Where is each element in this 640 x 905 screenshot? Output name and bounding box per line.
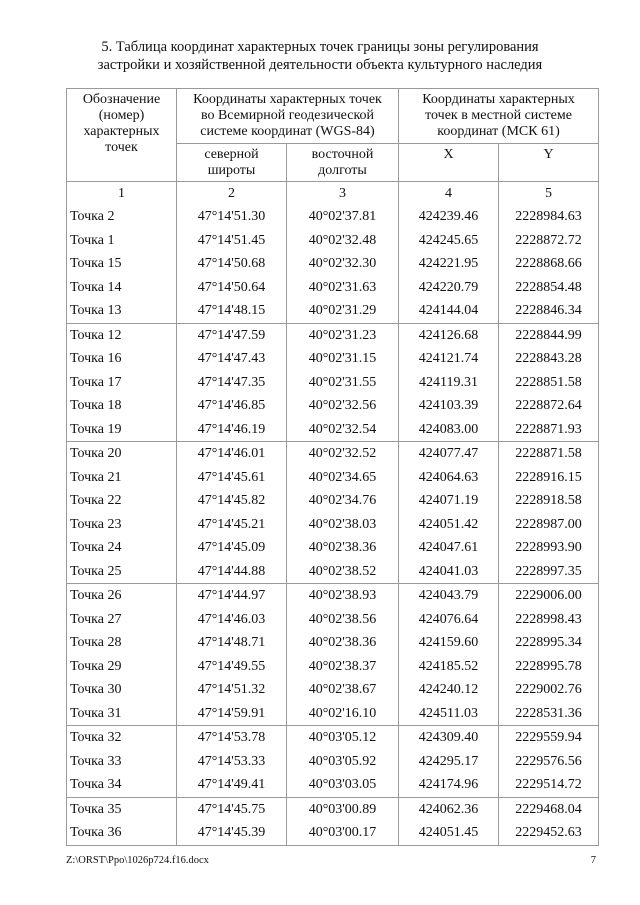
table-row [67,513,599,537]
north-latitude: 47°14'50.68 [177,252,287,276]
x-coordinate: 424047.61 [399,536,499,560]
point-name: Точка 14 [67,276,177,300]
table-row [67,418,599,442]
point-name: Точка 1 [67,229,177,253]
point-name: Точка 21 [67,466,177,490]
y-coordinate: 2228854.48 [499,276,599,300]
table-row [67,702,599,726]
x-coordinate: 424077.47 [399,442,499,466]
y-coordinate: 2228998.43 [499,608,599,632]
point-name: Точка 31 [67,702,177,726]
x-coordinate: 424185.52 [399,655,499,679]
table-row [67,536,599,560]
point-name: Точка 13 [67,299,177,323]
point-name: Точка 15 [67,252,177,276]
north-latitude: 47°14'47.43 [177,347,287,371]
y-coordinate: 2228868.66 [499,252,599,276]
column-number: 2 [177,182,287,206]
table-row [67,489,599,513]
north-latitude: 47°14'45.61 [177,466,287,490]
table-row [67,323,599,347]
east-longitude: 40°02'31.23 [287,323,399,347]
east-longitude: 40°02'34.76 [287,489,399,513]
table-row [67,773,599,797]
point-name: Точка 17 [67,371,177,395]
east-longitude: 40°02'38.37 [287,655,399,679]
north-latitude: 47°14'48.71 [177,631,287,655]
east-longitude: 40°02'32.56 [287,394,399,418]
x-coordinate: 424051.45 [399,821,499,845]
east-longitude: 40°02'34.65 [287,466,399,490]
y-coordinate: 2228987.00 [499,513,599,537]
header-east-longitude: восточной долготы [287,144,399,182]
table-row [67,560,599,584]
north-latitude: 47°14'44.88 [177,560,287,584]
x-coordinate: 424220.79 [399,276,499,300]
table-row [67,347,599,371]
y-coordinate: 2228872.72 [499,229,599,253]
y-coordinate: 2228843.28 [499,347,599,371]
point-name: Точка 26 [67,584,177,608]
north-latitude: 47°14'48.15 [177,299,287,323]
table-row [67,584,599,608]
table-row [67,299,599,323]
table-title [40,38,600,74]
y-coordinate: 2228851.58 [499,371,599,395]
table-title-line-2: застройки и хозяйственной деятельности объекта культурного наследия [97,57,543,73]
y-coordinate: 2228846.34 [499,299,599,323]
east-longitude: 40°02'38.36 [287,536,399,560]
east-longitude: 40°02'38.93 [287,584,399,608]
north-latitude: 47°14'49.41 [177,773,287,797]
table-row [67,229,599,253]
north-latitude: 47°14'45.39 [177,821,287,845]
point-name: Точка 28 [67,631,177,655]
y-coordinate: 2229576.56 [499,750,599,774]
footer-page-number: 7 [590,855,596,866]
column-number: 3 [287,182,399,206]
y-coordinate: 2228995.78 [499,655,599,679]
header-y: Y [499,144,599,182]
east-longitude: 40°02'38.36 [287,631,399,655]
north-latitude: 47°14'53.78 [177,726,287,750]
north-latitude: 47°14'49.55 [177,655,287,679]
x-coordinate: 424051.42 [399,513,499,537]
header-wgs84: Координаты характерных точек во Всемирной геодезической системе координат (WGS-84) [177,89,399,144]
table-row [67,655,599,679]
x-coordinate: 424240.12 [399,678,499,702]
east-longitude: 40°02'38.52 [287,560,399,584]
table-row [67,394,599,418]
table-row [67,726,599,750]
x-coordinate: 424239.46 [399,205,499,229]
y-coordinate: 2229559.94 [499,726,599,750]
north-latitude: 47°14'45.82 [177,489,287,513]
column-number: 1 [67,182,177,206]
y-coordinate: 2228872.64 [499,394,599,418]
x-coordinate: 424309.40 [399,726,499,750]
x-coordinate: 424119.31 [399,371,499,395]
y-coordinate: 2229002.76 [499,678,599,702]
y-coordinate: 2229006.00 [499,584,599,608]
table-row [67,466,599,490]
table-title-line-1: 5. Таблица координат характерных точек границы зоны регулирования [101,39,539,55]
x-coordinate: 424062.36 [399,797,499,821]
north-latitude: 47°14'47.59 [177,323,287,347]
table-row [67,371,599,395]
x-coordinate: 424295.17 [399,750,499,774]
x-coordinate: 424076.64 [399,608,499,632]
point-name: Точка 35 [67,797,177,821]
x-coordinate: 424083.00 [399,418,499,442]
y-coordinate: 2228871.58 [499,442,599,466]
table-row [67,797,599,821]
x-coordinate: 424103.39 [399,394,499,418]
east-longitude: 40°03'00.17 [287,821,399,845]
east-longitude: 40°02'31.29 [287,299,399,323]
table-row [67,442,599,466]
east-longitude: 40°02'38.56 [287,608,399,632]
x-coordinate: 424221.95 [399,252,499,276]
east-longitude: 40°02'32.30 [287,252,399,276]
east-longitude: 40°03'00.89 [287,797,399,821]
column-number: 5 [499,182,599,206]
x-coordinate: 424071.19 [399,489,499,513]
header-msk61: Координаты характерных точек в местной системе координат (МСК 61) [399,89,599,144]
point-name: Точка 23 [67,513,177,537]
header-x: X [399,144,499,182]
point-name: Точка 30 [67,678,177,702]
table-row [67,821,599,845]
east-longitude: 40°02'16.10 [287,702,399,726]
point-name: Точка 25 [67,560,177,584]
y-coordinate: 2228918.58 [499,489,599,513]
x-coordinate: 424041.03 [399,560,499,584]
x-coordinate: 424121.74 [399,347,499,371]
north-latitude: 47°14'46.85 [177,394,287,418]
north-latitude: 47°14'53.33 [177,750,287,774]
table-row [67,205,599,229]
point-name: Точка 29 [67,655,177,679]
point-name: Точка 22 [67,489,177,513]
point-name: Точка 32 [67,726,177,750]
east-longitude: 40°03'05.92 [287,750,399,774]
point-name: Точка 12 [67,323,177,347]
y-coordinate: 2228997.35 [499,560,599,584]
east-longitude: 40°02'32.52 [287,442,399,466]
table-row [67,750,599,774]
x-coordinate: 424064.63 [399,466,499,490]
point-name: Точка 2 [67,205,177,229]
east-longitude: 40°02'31.15 [287,347,399,371]
point-name: Точка 36 [67,821,177,845]
point-name: Точка 18 [67,394,177,418]
east-longitude: 40°02'32.48 [287,229,399,253]
table-body [67,182,599,846]
x-coordinate: 424511.03 [399,702,499,726]
north-latitude: 47°14'45.21 [177,513,287,537]
point-name: Точка 33 [67,750,177,774]
east-longitude: 40°03'05.12 [287,726,399,750]
north-latitude: 47°14'50.64 [177,276,287,300]
y-coordinate: 2228871.93 [499,418,599,442]
north-latitude: 47°14'45.75 [177,797,287,821]
header-north-latitude: северной широты [177,144,287,182]
y-coordinate: 2228993.90 [499,536,599,560]
table-row [67,631,599,655]
table-row [67,276,599,300]
x-coordinate: 424174.96 [399,773,499,797]
header-designation: Обозначение (номер) характерных точек [67,89,177,182]
east-longitude: 40°02'37.81 [287,205,399,229]
x-coordinate: 424245.65 [399,229,499,253]
east-longitude: 40°03'03.05 [287,773,399,797]
east-longitude: 40°02'31.63 [287,276,399,300]
coordinates-table [66,88,599,846]
north-latitude: 47°14'46.03 [177,608,287,632]
north-latitude: 47°14'46.19 [177,418,287,442]
table-row [67,608,599,632]
x-coordinate: 424144.04 [399,299,499,323]
y-coordinate: 2229468.04 [499,797,599,821]
x-coordinate: 424126.68 [399,323,499,347]
point-name: Точка 20 [67,442,177,466]
y-coordinate: 2228916.15 [499,466,599,490]
table-row [67,678,599,702]
north-latitude: 47°14'51.45 [177,229,287,253]
east-longitude: 40°02'31.55 [287,371,399,395]
y-coordinate: 2229514.72 [499,773,599,797]
east-longitude: 40°02'38.03 [287,513,399,537]
north-latitude: 47°14'44.97 [177,584,287,608]
point-name: Точка 16 [67,347,177,371]
north-latitude: 47°14'51.30 [177,205,287,229]
point-name: Точка 19 [67,418,177,442]
north-latitude: 47°14'45.09 [177,536,287,560]
point-name: Точка 34 [67,773,177,797]
y-coordinate: 2228995.34 [499,631,599,655]
point-name: Точка 27 [67,608,177,632]
x-coordinate: 424159.60 [399,631,499,655]
point-name: Точка 24 [67,536,177,560]
north-latitude: 47°14'51.32 [177,678,287,702]
y-coordinate: 2228844.99 [499,323,599,347]
table-row [67,252,599,276]
north-latitude: 47°14'59.91 [177,702,287,726]
east-longitude: 40°02'32.54 [287,418,399,442]
y-coordinate: 2228984.63 [499,205,599,229]
north-latitude: 47°14'46.01 [177,442,287,466]
column-number: 4 [399,182,499,206]
footer-file-path: Z:\ORST\Ppo\1026p724.f16.docx [66,855,209,866]
y-coordinate: 2229452.63 [499,821,599,845]
north-latitude: 47°14'47.35 [177,371,287,395]
column-number-row [67,182,599,206]
x-coordinate: 424043.79 [399,584,499,608]
east-longitude: 40°02'38.67 [287,678,399,702]
y-coordinate: 2228531.36 [499,702,599,726]
